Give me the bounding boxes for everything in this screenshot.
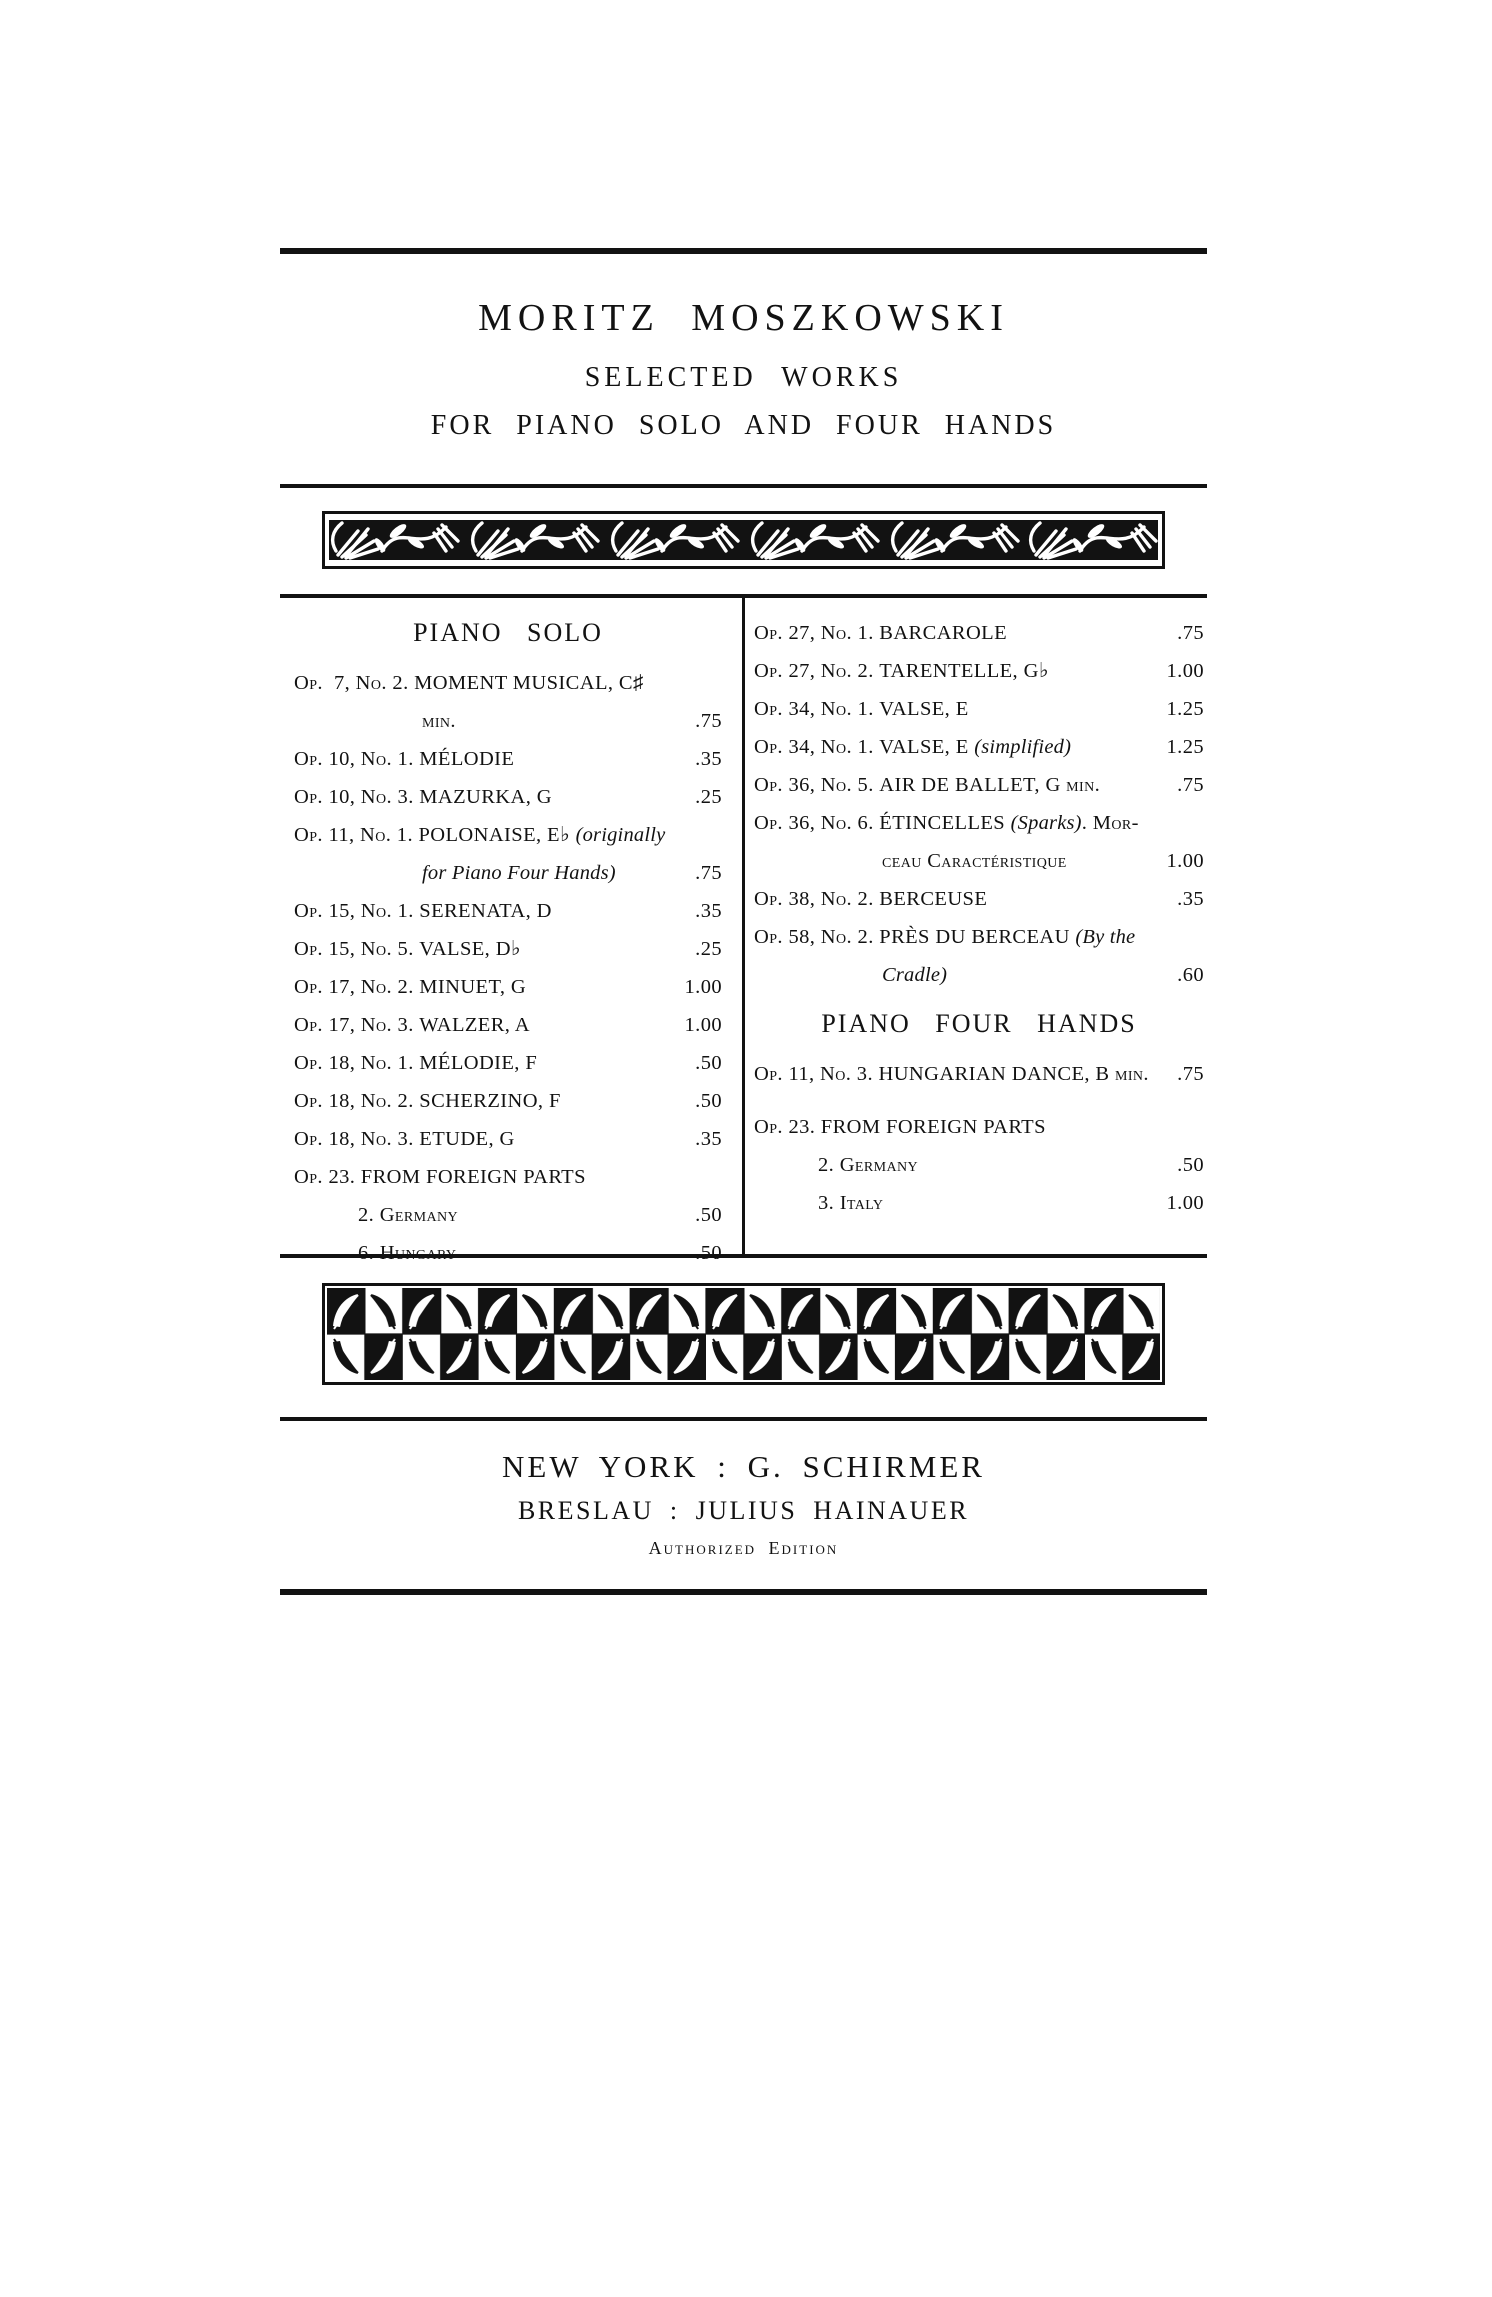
entry-price: .25 bbox=[695, 938, 722, 960]
entry-title: Op. 7, No. 2. MOMENT MUSICAL, C♯ min. bbox=[294, 672, 644, 732]
catalog-entry bbox=[294, 1196, 722, 1234]
catalog-left-column bbox=[280, 598, 742, 1272]
entry-title: Op. 36, No. 5. AIR DE BALLET, G min. bbox=[754, 774, 1101, 796]
catalog-entry bbox=[294, 930, 722, 968]
page-subtitle-1: SELECTED WORKS bbox=[584, 362, 903, 393]
entry-title: Op. 27, No. 1. BARCAROLE bbox=[754, 622, 1008, 644]
entry-title: Op. 27, No. 2. TARENTELLE, G♭ bbox=[754, 660, 1049, 682]
entry-price: .75 bbox=[1177, 622, 1204, 644]
scroll-leaf-frieze-ornament bbox=[322, 511, 1165, 569]
catalog-entry bbox=[294, 816, 722, 892]
horizontal-rule-above-publisher bbox=[280, 1417, 1207, 1421]
catalog-entry bbox=[294, 1006, 722, 1044]
catalog-entry bbox=[294, 664, 722, 740]
catalog-entry bbox=[754, 1184, 1204, 1222]
catalog-right-column bbox=[742, 598, 1207, 1222]
entry-price: 1.25 bbox=[1166, 736, 1204, 758]
horizontal-rule-top bbox=[280, 248, 1207, 254]
entry-price: 1.00 bbox=[1166, 1192, 1204, 1214]
entry-title: Op. 15, No. 1. SERENATA, D bbox=[294, 900, 552, 922]
catalog-entry bbox=[294, 740, 722, 778]
horizontal-rule-above-ornament bbox=[280, 484, 1207, 488]
entry-price: .75 bbox=[1177, 774, 1204, 796]
publisher-line-new-york: NEW YORK : G. SCHIRMER bbox=[502, 1449, 985, 1484]
catalog-entry bbox=[754, 880, 1204, 918]
catalog-entry bbox=[754, 804, 1204, 880]
entry-title: Op. 58, No. 2. PRÈS DU BERCEAU (By the Cradle) bbox=[754, 926, 1136, 986]
catalog-section bbox=[754, 1009, 1204, 1093]
entry-title: 3. Italy bbox=[818, 1192, 884, 1214]
catalog-entry bbox=[294, 1120, 722, 1158]
floral-tile-frieze-ornament bbox=[322, 1283, 1165, 1385]
entry-title: Op. 17, No. 2. MINUET, G bbox=[294, 976, 527, 998]
catalog-columns bbox=[280, 598, 1207, 1264]
section-heading: PIANO SOLO bbox=[413, 618, 603, 647]
catalog-entry bbox=[754, 728, 1204, 766]
entry-price: 1.25 bbox=[1166, 698, 1204, 720]
entry-price: .75 bbox=[695, 862, 722, 884]
entry-title: 2. Germany bbox=[818, 1154, 918, 1176]
horizontal-rule-bottom bbox=[280, 1589, 1207, 1595]
catalog-entry bbox=[754, 690, 1204, 728]
entry-price: 1.00 bbox=[1166, 850, 1204, 872]
entry-price: 1.00 bbox=[1166, 660, 1204, 682]
authorized-edition-note: Authorized Edition bbox=[648, 1538, 839, 1558]
catalog-entry bbox=[294, 778, 722, 816]
entry-title: Op. 23. FROM FOREIGN PARTS bbox=[754, 1116, 1046, 1138]
catalog-entry bbox=[754, 614, 1204, 652]
page-subtitle-2: FOR PIANO SOLO AND FOUR HANDS bbox=[430, 410, 1057, 441]
catalog-section bbox=[294, 618, 722, 1272]
catalog-entry bbox=[294, 1234, 722, 1272]
entry-title: Op. 36, No. 6. ÉTINCELLES (Sparks). Mor- ceau Caractéristique bbox=[754, 812, 1139, 872]
entry-price: .50 bbox=[695, 1204, 722, 1226]
entry-price: .35 bbox=[695, 748, 722, 770]
entry-title: 6. Hungary bbox=[358, 1242, 457, 1264]
entry-price: .35 bbox=[695, 1128, 722, 1150]
catalog-entry bbox=[294, 1158, 722, 1196]
entry-title: 2. Germany bbox=[358, 1204, 458, 1226]
catalog-entry bbox=[754, 1055, 1204, 1093]
catalog-entry bbox=[294, 1044, 722, 1082]
page-title: MORITZ MOSZKOWSKI bbox=[478, 297, 1009, 339]
entry-price: .50 bbox=[695, 1242, 722, 1264]
entry-title: Op. 38, No. 2. BERCEUSE bbox=[754, 888, 988, 910]
entry-title: Op. 10, No. 3. MAZURKA, G bbox=[294, 786, 552, 808]
entry-price: .50 bbox=[695, 1090, 722, 1112]
entry-title: Op. 34, No. 1. VALSE, E bbox=[754, 698, 969, 720]
entry-price: .50 bbox=[695, 1052, 722, 1074]
entry-title: Op. 18, No. 3. ETUDE, G bbox=[294, 1128, 515, 1150]
section-heading: PIANO FOUR HANDS bbox=[821, 1009, 1137, 1038]
entry-price: .75 bbox=[695, 710, 722, 732]
entry-price: .35 bbox=[1177, 888, 1204, 910]
entry-title: Op. 17, No. 3. WALZER, A bbox=[294, 1014, 530, 1036]
catalog-entry bbox=[754, 1146, 1204, 1184]
entry-price: .25 bbox=[695, 786, 722, 808]
entry-title: Op. 23. FROM FOREIGN PARTS bbox=[294, 1166, 586, 1188]
catalog-entry bbox=[754, 766, 1204, 804]
catalog-entry bbox=[754, 1108, 1204, 1146]
entry-title: Op. 11, No. 1. POLONAISE, E♭ (originally for Piano Four Hands) bbox=[294, 824, 666, 884]
catalog-entry bbox=[294, 968, 722, 1006]
entry-title: Op. 18, No. 2. SCHERZINO, F bbox=[294, 1090, 561, 1112]
catalog-section bbox=[754, 614, 1204, 994]
catalog-section bbox=[754, 1108, 1204, 1222]
entry-price: .35 bbox=[695, 900, 722, 922]
entry-price: 1.00 bbox=[684, 1014, 722, 1036]
catalog-entry bbox=[754, 918, 1204, 994]
entry-title: Op. 11, No. 3. HUNGARIAN DANCE, B min. bbox=[754, 1063, 1149, 1085]
catalog-entry bbox=[754, 652, 1204, 690]
entry-title: Op. 10, No. 1. MÉLODIE bbox=[294, 748, 515, 770]
catalog-entry bbox=[294, 1082, 722, 1120]
entry-title: Op. 34, No. 1. VALSE, E (simplified) bbox=[754, 736, 1072, 758]
entry-price: 1.00 bbox=[684, 976, 722, 998]
entry-price: .60 bbox=[1177, 964, 1204, 986]
entry-title: Op. 18, No. 1. MÉLODIE, F bbox=[294, 1052, 538, 1074]
entry-title: Op. 15, No. 5. VALSE, D♭ bbox=[294, 938, 522, 960]
entry-price: .50 bbox=[1177, 1154, 1204, 1176]
publisher-line-breslau: BRESLAU : JULIUS HAINAUER bbox=[517, 1496, 970, 1525]
entry-price: .75 bbox=[1177, 1063, 1204, 1085]
catalog-entry bbox=[294, 892, 722, 930]
